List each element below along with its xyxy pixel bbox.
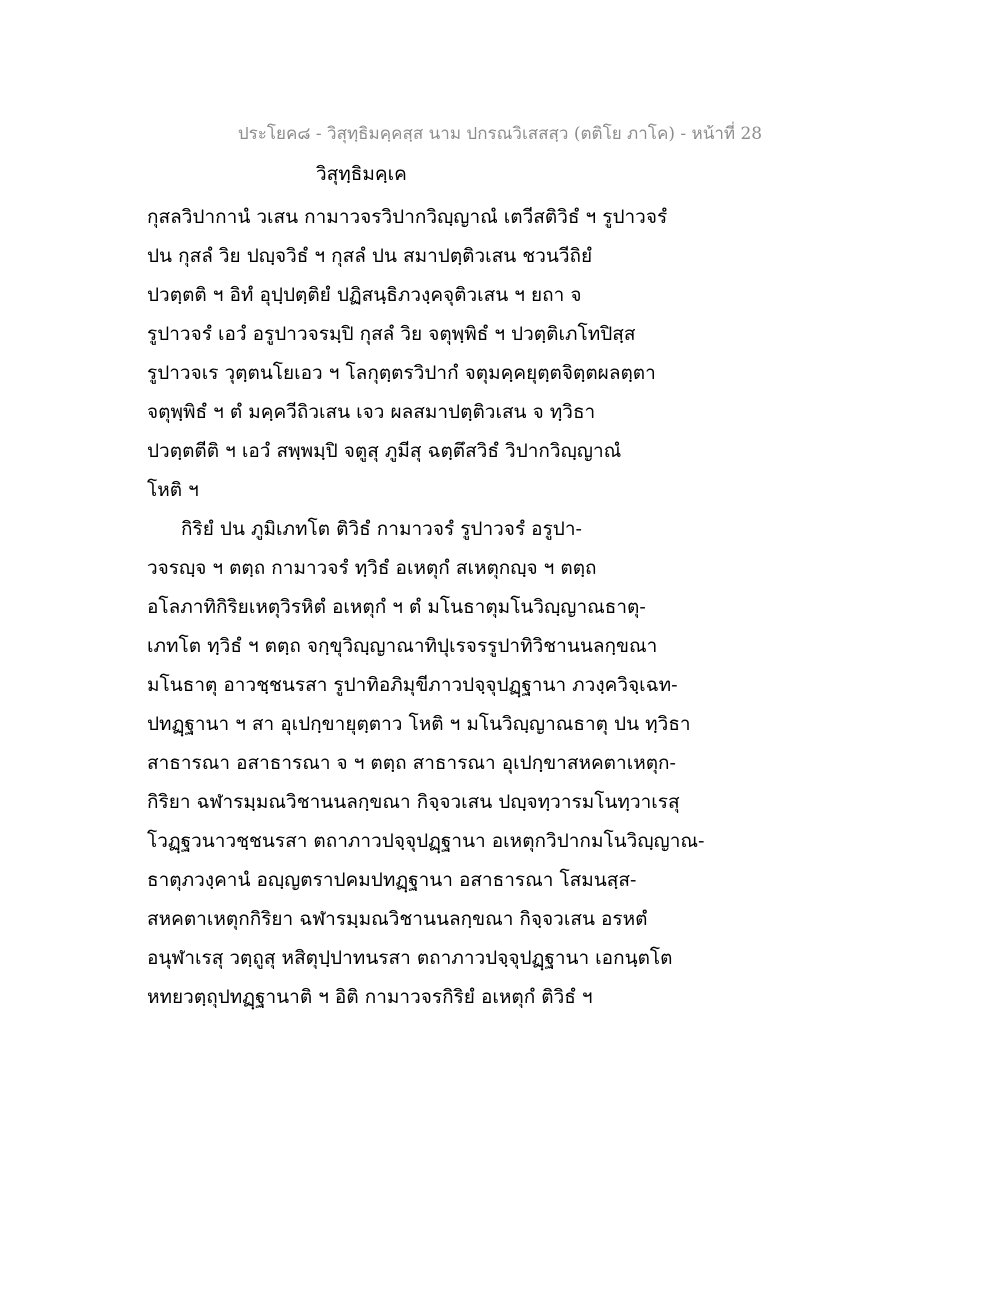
text-line: โวฏฺฐวนาวชฺชนรสา ตถาภาวปจฺจุปฏฺฐานา อเหตุกวิปากมโนวิญฺญาณ- [147,830,705,852]
text-line: ธาตุภวงฺคานํ อญฺญตราปคมปทฏฺฐานา อสาธารณา โสมนสฺส- [147,869,637,891]
running-header: ประโยค๘ - วิสุทฺธิมคฺคสฺส นาม ปกรณวิเสสสฺว (ตติโย ภาโค) - หน้าที่ 28 [237,124,763,144]
text-line: จตุพฺพิธํ ฯ ตํ มคฺควีถิวเสน เจว ผลสมาปตฺติวเสน จ ทฺวิธา [147,401,596,423]
text-line: ปวตฺตตีติ ฯ เอวํ สพฺพมฺปิ จตูสุ ภูมีสุ ฉตฺตึสวิธํ วิปากวิญฺญาณํ [147,440,622,462]
section-title: วิสุทฺธิมคฺเค [316,163,407,185]
text-line: กุสลวิปากานํ วเสน กามาวจรวิปากวิญฺญาณํ เตวีสติวิธํ ฯ รูปาวจรํ [147,206,668,228]
text-line: มโนธาตุ อาวชฺชนรสา รูปาทิอภิมุขีภาวปจฺจุปฏฺฐานา ภวงฺควิจฺเฉท- [147,674,678,696]
paragraph-1 [147,198,707,510]
paragraph-2 [147,510,707,1017]
text-line: วจรญฺจ ฯ ตตฺถ กามาวจรํ ทฺวิธํ อเหตุกํ สเหตุกญฺจ ฯ ตตฺถ [147,557,597,579]
text-line: อนุฬาเรสุ วตฺถูสุ หสิตุปฺปาทนรสา ตถาภาวปจฺจุปฏฺฐานา เอกนฺตโต [147,947,673,969]
text-line: ปวตฺตติ ฯ อิทํ อุปฺปตฺติยํ ปฏิสนฺธิภวงฺคจุติวเสน ฯ ยถา จ [147,284,582,306]
text-line: กิริยา ฉฬารมฺมณวิชานนลกฺขณา กิจฺจวเสน ปญฺจทฺวารมโนทฺวาเรสุ [147,791,680,813]
text-line: โหติ ฯ [147,479,199,501]
text-line: รูปาวจรํ เอวํ อรูปาวจรมฺปิ กุสลํ วิย จตุพฺพิธํ ฯ ปวตฺติเภโทปิสฺส [147,323,636,345]
text-line: ปน กุสลํ วิย ปญฺจวิธํ ฯ กุสลํ ปน สมาปตฺติวเสน ชวนวีถิยํ [147,245,593,267]
text-line: อโลภาทิกิริยเหตุวิรหิตํ อเหตุกํ ฯ ตํ มโนธาตุมโนวิญฺญาณธาตุ- [147,596,646,618]
text-line: หทยวตฺถุปทฏฺฐานาติ ฯ อิติ กามาวจรกิริยํ อเหตุกํ ติวิธํ ฯ [147,986,593,1008]
text-line: รูปาวจเร วุตฺตนโยเอว ฯ โลกุตฺตรวิปากํ จตุมคฺคยุตฺตจิตฺตผลตฺตา [147,362,656,384]
text-line: สาธารณา อสาธารณา จ ฯ ตตฺถ สาธารณา อุเปกฺขาสหคตาเหตุก- [147,752,676,774]
text-line: สหคตาเหตุกกิริยา ฉฬารมฺมณวิชานนลกฺขณา กิจฺจวเสน อรหตํ [147,908,648,930]
text-line: กิริยํ ปน ภูมิเภทโต ติวิธํ กามาวจรํ รูปาวจรํ อรูปา- [181,518,582,540]
text-line: เภทโต ทฺวิธํ ฯ ตตฺถ จกฺขุวิญฺญาณาทิปุเรจรรูปาทิวิชานนลกฺขณา [147,635,658,657]
text-line: ปทฏฺฐานา ฯ สา อุเปกฺขายุตฺตาว โหติ ฯ มโนวิญฺญาณธาตุ ปน ทฺวิธา [147,713,691,735]
